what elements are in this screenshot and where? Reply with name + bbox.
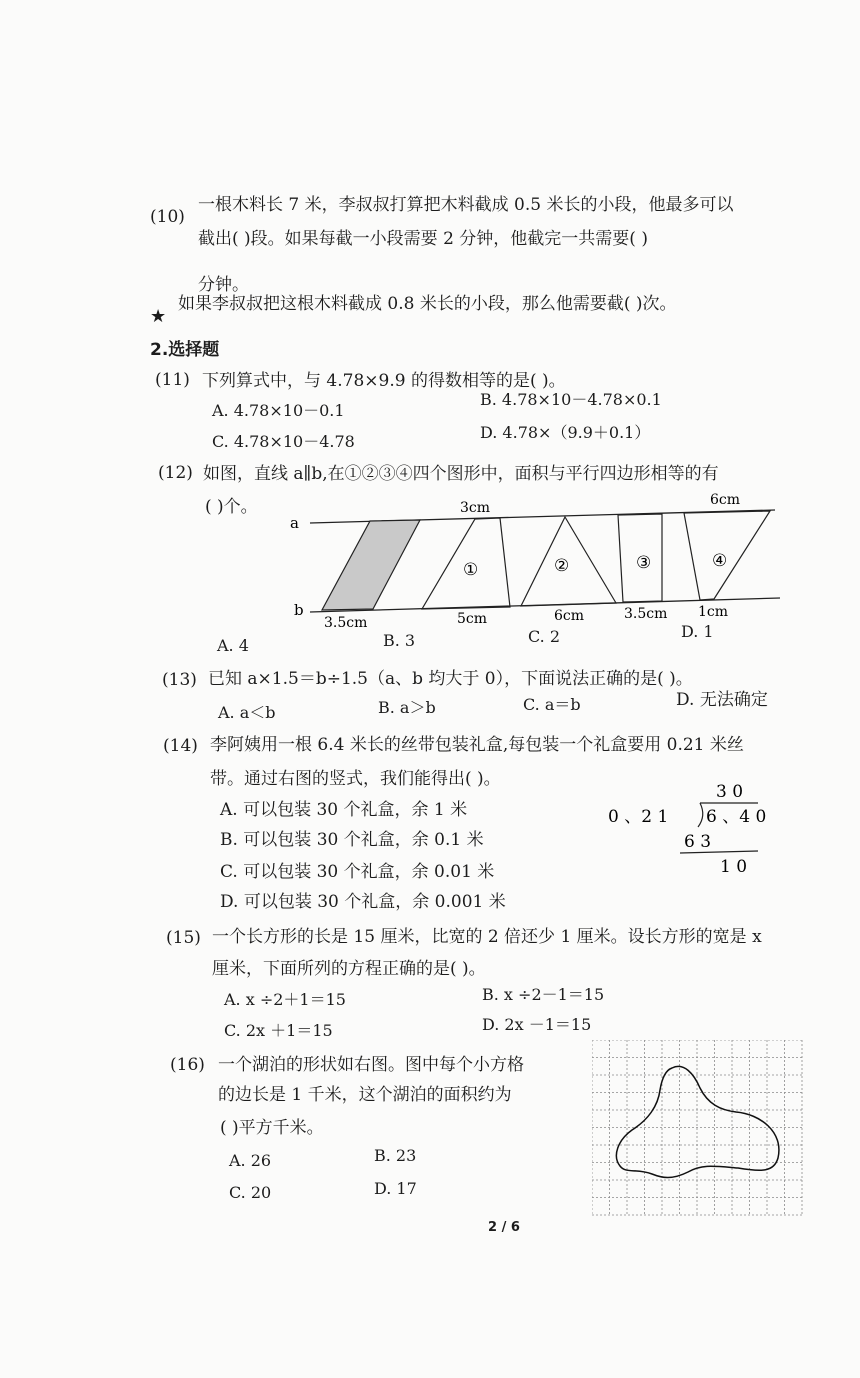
- bottom-label-1cm: 1cm: [698, 604, 729, 620]
- q15-option-b: B. x ÷2－1＝15: [482, 985, 605, 1004]
- q16-option-b: B. 23: [374, 1146, 417, 1165]
- shape-4-label: ④: [712, 551, 728, 571]
- q16-line-1: 一个湖泊的形状如右图。图中每个小方格: [218, 1055, 524, 1075]
- q12-line-2: ( )个。: [205, 497, 258, 517]
- q11-option-c: C. 4.78×10－4.78: [212, 432, 355, 451]
- q11-option-d: D. 4.78×（9.9＋0.1）: [480, 423, 651, 442]
- lake-outline: [616, 1066, 779, 1177]
- division-divisor: 0 、2 1: [608, 807, 669, 827]
- q12-option-a: A. 4: [217, 636, 249, 655]
- q13-stem: 已知 a×1.5＝b÷1.5（a、b 均大于 0），下面说法正确的是( )。: [208, 669, 693, 689]
- q12-line-1: 如图，直线 a∥b,在①②③④四个图形中，面积与平行四边形相等的有: [203, 464, 719, 484]
- q14-option-a: A. 可以包装 30 个礼盒，余 1 米: [220, 800, 468, 820]
- q10-number: (10): [150, 207, 185, 227]
- shape-2-label: ②: [554, 556, 570, 576]
- shaded-parallelogram: [322, 520, 420, 610]
- q11-stem: 下列算式中，与 4.78×9.9 的得数相等的是( )。: [202, 371, 566, 391]
- q16-line-2: 的边长是 1 千米，这个湖泊的面积约为: [218, 1085, 512, 1105]
- q15-number: (15): [166, 928, 201, 948]
- q14-option-c: C. 可以包装 30 个礼盒，余 0.01 米: [220, 862, 495, 882]
- q16-line-3: ( )平方千米。: [220, 1118, 324, 1138]
- bottom-label-3-5cm-right: 3.5cm: [624, 606, 668, 622]
- q14-option-b: B. 可以包装 30 个礼盒，余 0.1 米: [220, 830, 484, 850]
- q13-option-a: A. a＜b: [218, 703, 276, 722]
- q10-line-1: 一根木料长 7 米，李叔叔打算把木料截成 0.5 米长的小段，他最多可以: [198, 195, 734, 215]
- line-a-label: a: [290, 514, 299, 532]
- top-label-3cm: 3cm: [460, 500, 491, 516]
- q15-line-1: 一个长方形的长是 15 厘米，比宽的 2 倍还少 1 厘米。设长方形的宽是 x: [212, 927, 762, 947]
- page-number: 2 / 6: [488, 1220, 520, 1235]
- shape-3-label: ③: [636, 553, 652, 573]
- parallel-lines-figure: [280, 490, 800, 640]
- division-quotient: 3 0: [716, 782, 744, 802]
- q12-option-b: B. 3: [383, 631, 416, 650]
- bottom-label-6cm: 6cm: [554, 608, 585, 624]
- q14-line-1: 李阿姨用一根 6.4 米长的丝带包装礼盒,每包装一个礼盒要用 0.21 米丝: [210, 735, 744, 755]
- division-product: 6 3: [684, 832, 712, 852]
- bottom-label-3-5cm-left: 3.5cm: [324, 615, 368, 631]
- q10-line-2: 截出( )段。如果每截一小段需要 2 分钟，他截完一共需要( ): [198, 229, 648, 249]
- division-dividend: 6 、4 0: [706, 807, 767, 827]
- q12-number: (12): [158, 463, 193, 483]
- star-question: 如果李叔叔把这根木料截成 0.8 米长的小段，那么他需要截( )次。: [178, 294, 677, 314]
- line-b-label: b: [294, 601, 304, 619]
- top-label-6cm: 6cm: [710, 492, 741, 508]
- star-icon: ★: [150, 306, 167, 327]
- q12-option-d: D. 1: [681, 622, 714, 641]
- bottom-label-5cm: 5cm: [457, 611, 488, 627]
- q16-number: (16): [170, 1055, 205, 1075]
- q16-option-a: A. 26: [229, 1151, 272, 1170]
- long-division-figure: [600, 775, 775, 885]
- shape-1-label: ①: [463, 560, 479, 580]
- q11-option-b: B. 4.78×10－4.78×0.1: [480, 390, 662, 409]
- q13-option-c: C. a＝b: [523, 695, 581, 714]
- lake-grid-figure: [592, 1040, 804, 1220]
- division-remainder: 1 0: [720, 857, 748, 877]
- q13-option-b: B. a＞b: [378, 698, 436, 717]
- q14-option-d: D. 可以包装 30 个礼盒，余 0.001 米: [220, 892, 506, 912]
- q16-option-d: D. 17: [374, 1179, 417, 1198]
- q14-number: (14): [163, 736, 198, 756]
- section-heading-choice: 2.选择题: [150, 340, 220, 360]
- q11-option-a: A. 4.78×10－0.1: [212, 401, 345, 420]
- q16-option-c: C. 20: [229, 1183, 272, 1202]
- q12-option-c: C. 2: [528, 627, 561, 646]
- q13-option-d: D. 无法确定: [676, 690, 768, 710]
- q15-option-c: C. 2x ＋1＝15: [224, 1021, 333, 1040]
- q15-line-2: 厘米，下面所列的方程正确的是( )。: [212, 959, 486, 979]
- q14-line-2: 带。通过右图的竖式，我们能得出( )。: [210, 769, 501, 789]
- q15-option-d: D. 2x －1＝15: [482, 1015, 592, 1034]
- q15-option-a: A. x ÷2＋1＝15: [224, 990, 346, 1009]
- q11-number: (11): [155, 370, 190, 390]
- q13-number: (13): [162, 670, 197, 690]
- q10-line-3: 分钟。: [198, 275, 249, 295]
